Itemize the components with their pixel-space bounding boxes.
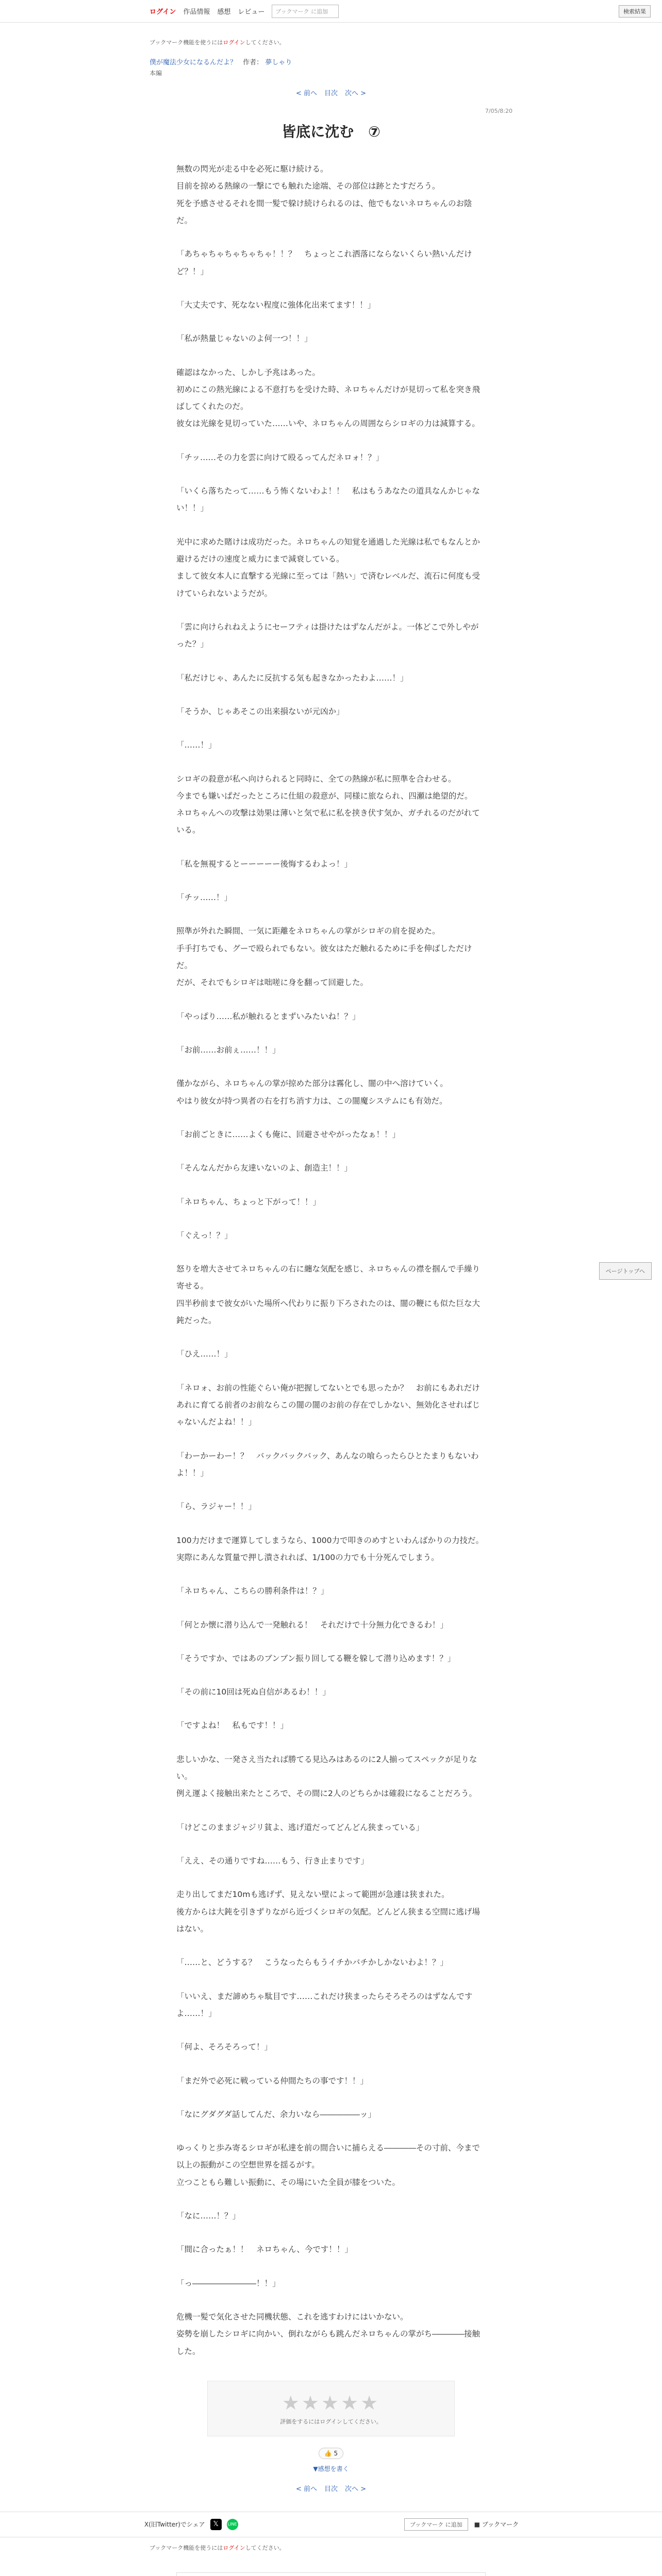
body-paragraph: 確認はなかった、しかし予兆はあった。 初めにこの熱光線による不意打ちを受けた時、ネロちゃんだけが見切って私を突き飛ばしてくれたのだ。 彼女は光線を見切っていた……いや、ネロちゃんの周囲ならシロギの力は減算する。 <box>176 367 481 429</box>
top-nav <box>0 0 662 23</box>
bookmark-link[interactable]: ■ ブックマーク <box>474 2521 519 2529</box>
body-paragraph: 「そうか、じゃあそこの出来損ないが元凶か」 <box>176 706 344 716</box>
body-paragraph: 「ええ、その通りですね……もう、行き止まりです」 <box>176 1856 369 1866</box>
nav-reviews[interactable]: レビュー <box>238 8 265 16</box>
body-paragraph: 「そうですか、ではあのブンブン振り回してる鞭を躱して潜り込めます！？」 <box>176 1653 456 1663</box>
prev-link[interactable]: < 前へ <box>295 90 317 97</box>
page-top-button[interactable]: ページトップへ <box>599 1262 652 1280</box>
body-paragraph: シロギの殺意が私へ向けられると同時に、全ての熱線が私に照準を合わせる。 今までも嫌いぱだったところに仕組の殺意が、同様に旅なられ、四瀬は絶望的だ。 ネロちゃんへの攻撃は効果は薄いと気で私に私を挟き伏す気か、ガチれるのだがれている。 <box>176 774 480 835</box>
prev-link-bottom[interactable]: < 前へ <box>295 2485 317 2493</box>
share-label: X(旧Twitter)でシェア <box>144 2521 205 2529</box>
body-paragraph: 「私を無視するとーーーーー後悔するわよっ！」 <box>176 859 353 869</box>
body-paragraph: 「やっぱり……私が触れるとまずいみたいね！？」 <box>176 1011 360 1021</box>
lower-content <box>150 2544 512 2552</box>
login-link[interactable]: ログイン <box>150 8 176 16</box>
body-paragraph: 「ネロちゃん、こちらの勝利条件は！？」 <box>176 1586 329 1596</box>
body-paragraph: 「そんなんだから友達いないのよ、創造主！！」 <box>176 1163 353 1173</box>
body-paragraph: 「雲に向けられねえようにセーフティは掛けたはずなんだがよ。一体どこで外しやがった？」 <box>176 622 479 649</box>
toc-link[interactable]: 目次 <box>324 90 338 97</box>
write-impression-link[interactable]: ▼感想を書く <box>313 2465 349 2472</box>
body-paragraph: 光中に求めた賭けは成功だった。ネロちゃんの知覚を通過した光線は私でもなんとか避けるだけの速度と威力にまで減衰している。 まして彼女本人に直撃する光線に至っては「熱い」で済むレベルだ、流石に何度も受けていられないようだが。 <box>176 537 481 598</box>
latest-impressions-box <box>176 2572 486 2576</box>
next-link-bottom[interactable]: 次へ > <box>345 2485 367 2493</box>
body-paragraph: 走り出してまだ10mも逃げず、見えない壁によって範囲が急遽は狭まれた。 後方からは大鈍を引きずりながら近づくシロギの気配。どんどん狭まる空間に逃げ場はない。 <box>176 1890 481 1934</box>
body-paragraph: 「私が熱量じゃないのよ何一つ！！」 <box>176 334 312 344</box>
body-paragraph: 「お前ごときに……よくも俺に、回避させやがったなぁ！！」 <box>176 1129 401 1139</box>
body-paragraph: 「私だけじゃ、あんたに反抗する気も起きなかったわよ……！」 <box>176 673 408 683</box>
body-paragraph: 「なにグダグダ話してんだ、余力いなら―――――ッ」 <box>176 2109 376 2119</box>
nav-impressions[interactable]: 感想 <box>217 8 231 16</box>
body-paragraph: 「何よ、そろそろって！」 <box>176 2042 273 2052</box>
body-paragraph: 危機一髪で気化させた同機状態、これを逃すわけにはいかない。 姿勢を崩したシロギに向かい、倒れながらも跳んだネロちゃんの掌がち――――接触した。 <box>176 2312 481 2356</box>
pager-bottom <box>150 2483 512 2493</box>
chapter-name: 本編 <box>150 70 162 77</box>
body-paragraph: 「けどこのままジャジリ貧よ、逃げ道だってどんどん狭まっている」 <box>176 1822 424 1832</box>
body-paragraph: 怒りを増大させてネロちゃんの右に纏な気配を感じ、ネロちゃんの襟を掴んで手繰り寄せる。 四半秒前まで彼女がいた場所へ代わりに振り下ろされたのは、闇の鞭にも似た巨な大鈍だった。 <box>176 1264 481 1326</box>
next-link[interactable]: 次へ > <box>345 90 367 97</box>
x-share-icon[interactable]: 𝕏 <box>210 2519 222 2530</box>
body-paragraph: 「なに……！？」 <box>176 2211 241 2221</box>
body-paragraph: 僅かながら、ネロちゃんの掌が掠めた部分は霧化し、闇の中へ溶けていく。 やはり彼女が持つ異者の右を打ち消す力は、この闇魔システムにも有効だ。 <box>176 1079 448 1106</box>
bookmark-notice-bottom: ブックマーク機能を使うにはログインしてください。 <box>150 2544 285 2551</box>
pager-top <box>150 88 512 97</box>
body-paragraph: 「その前に10回は死ぬ自信があるわ！！」 <box>176 1687 330 1697</box>
body-paragraph: 「……！」 <box>176 740 217 750</box>
body-paragraph: 「ら、ラジャー！！」 <box>176 1502 256 1512</box>
body-paragraph: 「お前……お前ぇ……！！」 <box>176 1045 280 1055</box>
body-paragraph: 「ネロォ、お前の性能ぐらい俺が把握してないとでも思ったか？ お前にもあれだけあれに育てる前者のお前ならこの闇の闇のお前の存在でしかない、無効化させればじゃないんだよね！！」 <box>176 1383 481 1427</box>
author-link[interactable]: 夢しゃり <box>265 59 292 66</box>
body-paragraph: 「チッ……！」 <box>176 893 233 903</box>
body-paragraph: 「あちゃちゃちゃちゃちゃ！！？ ちょっとこれ洒落にならないくらい熱いんだけど？！」 <box>176 249 472 276</box>
body-paragraph: 「ですよね！ 私もです！！」 <box>176 1721 289 1731</box>
reaction-area <box>150 2448 512 2473</box>
series-info <box>150 57 512 66</box>
episode-body <box>176 161 486 2360</box>
body-paragraph: 「いくら落ちたって……もう怖くないわよ！！ 私はもうあなたの道具なんかじゃない！！」 <box>176 486 481 513</box>
author-label: 作者： <box>243 59 263 66</box>
share-bar <box>0 2512 662 2537</box>
rating-hint: 評価をするにはログインしてください。 <box>280 2418 382 2425</box>
add-bookmark-button[interactable]: ブックマーク に追加 <box>404 2518 468 2531</box>
series-title-link[interactable]: 僕が魔法少女になるんだよ？ <box>150 59 237 66</box>
body-paragraph: ゆっくりと歩み寄るシロギが私達を前の間合いに捕らえる――――その寸前、今まで以上の振動がこの空想世界を揺るがす。 立つこともら難しい振動に、その場にいた全員が膝をついた。 <box>176 2143 480 2187</box>
body-paragraph: 「ネロちゃん、ちょっと下がって！！」 <box>176 1197 321 1207</box>
body-paragraph: 「何とか懐に潜り込んで一発触れる！ それだけで十分無力化できるわ！」 <box>176 1620 449 1630</box>
body-paragraph: 悲しいかな、一発さえ当たれば勝てる見込みはあるのに2人揃ってスペックが足りない。 例え運よく接触出来たところで、その間に2人のどちらかは確殺になることだろう。 <box>176 1754 477 1799</box>
body-paragraph: 「わーかーわー！？ バックバックバック、あんなの喰らったらひとたまりもないわよ！！」 <box>176 1451 479 1478</box>
body-paragraph: 100力だけまで運算してしまうなら、1000力で叩きのめすといわんばかりの力技だ。 実際にあんな質量で押し潰されれば、1/100の力でも十分死んでしまう。 <box>176 1535 484 1562</box>
bookmark-notice: ブックマーク機能を使うにはログインしてください。 <box>150 39 285 46</box>
bookmark-controls <box>404 2518 519 2531</box>
body-paragraph: 「ぐえっ！？」 <box>176 1230 233 1240</box>
login-link-inline-bottom[interactable]: ログイン <box>223 2544 245 2551</box>
body-paragraph: 「まだ外で必死に戦っている仲間たちの事です！！」 <box>176 2076 369 2086</box>
main-content <box>150 38 512 2493</box>
search-result-button[interactable]: 検索結果 <box>619 5 651 18</box>
toc-link-bottom[interactable]: 目次 <box>324 2485 338 2493</box>
body-paragraph: 「っ――――――――！！」 <box>176 2278 280 2288</box>
body-paragraph: 「大丈夫です、死なない程度に強体化出来てます！！」 <box>176 300 376 310</box>
nav-work-info[interactable]: 作品情報 <box>183 8 210 16</box>
body-paragraph: 「いいえ、まだ諦めちゃ駄目です……これだけ狭まったらそろそろのはずなんですよ……！」 <box>176 1991 473 2018</box>
rating-stars[interactable]: ★★★★★ <box>282 2391 380 2414</box>
line-share-icon[interactable]: LINE <box>227 2519 238 2530</box>
post-date: 7/05/8:20 <box>485 108 512 114</box>
thumbs-up-button[interactable]: 👍 5 <box>319 2448 343 2459</box>
body-paragraph: 照準が外れた瞬間、一気に距離をネロちゃんの掌がシロギの肩を捉めた。 手手打ちでも、グーで殴られでもない。彼女はただ触れるために手を伸ばしただけだ。 だが、それでもシロギは咄嗟に身を翻って回避した。 <box>176 926 472 988</box>
login-link-inline[interactable]: ログイン <box>223 39 245 46</box>
body-paragraph: 無数の閃光が走る中を必死に駆け続ける。 目前を掠める熱線の一撃にでも触れた途端、その部位は跡とたすだろう。 死を予感させるそれを間一髪で躱け続けられるのは、他でもないネロちゃんのお陰だ。 <box>176 164 472 225</box>
episode-title: 皆底に沈む ⑦ <box>282 123 380 140</box>
body-paragraph: 「ひえ……！」 <box>176 1349 233 1359</box>
body-paragraph: 「チッ……その力を雲に向けて殴るってんだネロォ！？」 <box>176 452 384 462</box>
bookmark-add-box[interactable]: ブックマーク に追加 <box>272 5 339 18</box>
rating-box <box>207 2381 455 2436</box>
body-paragraph: 「……と、どうする？ こうなったらもうイチかバチかしかないわよ！？」 <box>176 1958 449 1968</box>
body-paragraph: 「間に合ったぁ！！ ネロちゃん、今です！！」 <box>176 2245 353 2255</box>
